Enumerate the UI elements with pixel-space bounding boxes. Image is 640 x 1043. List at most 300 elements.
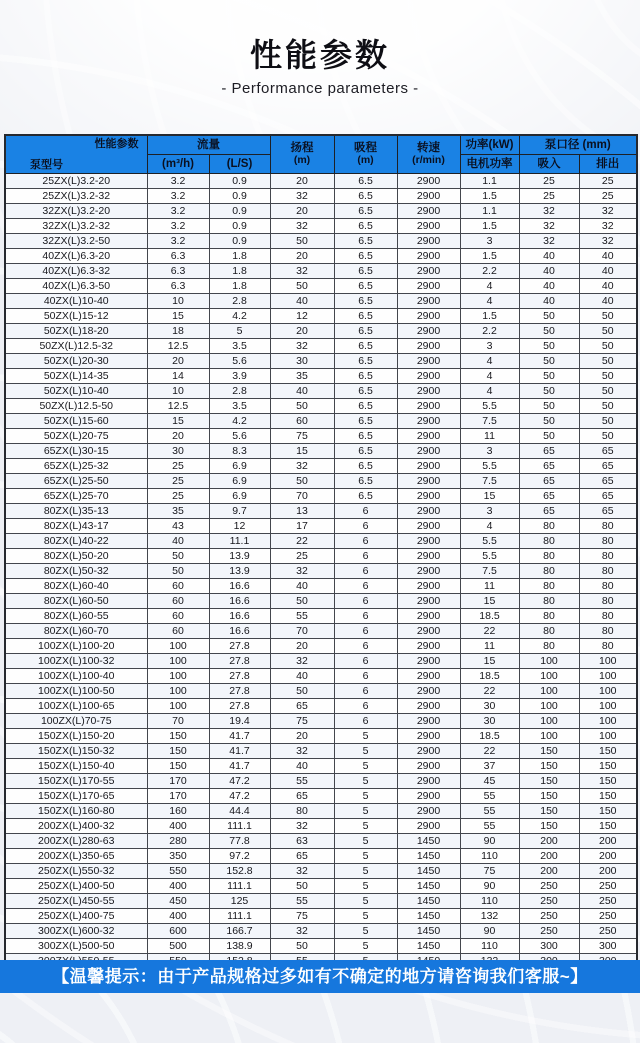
value-cell: 100 [147, 638, 209, 653]
value-cell: 6.5 [334, 218, 397, 233]
value-cell: 19.4 [209, 713, 270, 728]
value-cell: 12 [270, 308, 334, 323]
model-cell: 200ZX(L)400-32 [5, 818, 147, 833]
value-cell: 5.5 [460, 548, 519, 563]
value-cell: 200 [519, 848, 579, 863]
value-cell: 2900 [397, 653, 460, 668]
value-cell: 5 [334, 803, 397, 818]
model-cell: 300ZX(L)500-50 [5, 938, 147, 953]
value-cell: 32 [270, 743, 334, 758]
value-cell: 11 [460, 638, 519, 653]
table-row [5, 413, 637, 428]
model-cell: 100ZX(L)100-65 [5, 698, 147, 713]
value-cell: 150 [579, 788, 637, 803]
value-cell: 77.8 [209, 833, 270, 848]
value-cell: 6.5 [334, 308, 397, 323]
value-cell: 13.9 [209, 548, 270, 563]
value-cell: 65 [579, 473, 637, 488]
value-cell: 2900 [397, 293, 460, 308]
value-cell: 6.5 [334, 203, 397, 218]
value-cell: 50 [270, 278, 334, 293]
value-cell: 0.9 [209, 203, 270, 218]
value-cell: 2900 [397, 578, 460, 593]
value-cell: 2900 [397, 473, 460, 488]
value-cell: 1450 [397, 923, 460, 938]
table-row [5, 218, 637, 233]
value-cell: 2900 [397, 413, 460, 428]
value-cell: 20 [270, 728, 334, 743]
table-row [5, 848, 637, 863]
value-cell: 3.9 [209, 368, 270, 383]
value-cell: 2900 [397, 368, 460, 383]
value-cell: 40 [519, 263, 579, 278]
value-cell: 80 [519, 518, 579, 533]
value-cell: 40 [270, 383, 334, 398]
value-cell: 80 [579, 578, 637, 593]
value-cell: 6.3 [147, 263, 209, 278]
value-cell: 6.5 [334, 443, 397, 458]
value-cell: 500 [147, 938, 209, 953]
port-in-header: 吸入 [519, 154, 579, 173]
value-cell: 111.1 [209, 878, 270, 893]
value-cell: 3.2 [147, 233, 209, 248]
value-cell: 5 [334, 863, 397, 878]
value-cell: 5 [334, 923, 397, 938]
value-cell: 50 [519, 323, 579, 338]
value-cell: 200 [519, 833, 579, 848]
value-cell: 63 [270, 833, 334, 848]
value-cell: 35 [270, 368, 334, 383]
value-cell: 2900 [397, 338, 460, 353]
value-cell: 18.5 [460, 668, 519, 683]
value-cell: 5 [334, 758, 397, 773]
value-cell: 50 [519, 368, 579, 383]
value-cell: 5 [334, 878, 397, 893]
model-cell: 25ZX(L)3.2-32 [5, 188, 147, 203]
value-cell: 25 [579, 188, 637, 203]
value-cell: 25 [147, 488, 209, 503]
value-cell: 6.5 [334, 458, 397, 473]
value-cell: 450 [147, 893, 209, 908]
value-cell: 2900 [397, 398, 460, 413]
value-cell: 1450 [397, 938, 460, 953]
value-cell: 80 [579, 608, 637, 623]
value-cell: 70 [270, 623, 334, 638]
table-row [5, 278, 637, 293]
value-cell: 2900 [397, 623, 460, 638]
value-cell: 6.5 [334, 188, 397, 203]
value-cell: 250 [579, 878, 637, 893]
value-cell: 14 [147, 368, 209, 383]
value-cell: 13 [270, 503, 334, 518]
table-row [5, 248, 637, 263]
value-cell: 2.2 [460, 263, 519, 278]
value-cell: 40 [519, 278, 579, 293]
value-cell: 6 [334, 548, 397, 563]
value-cell: 1.8 [209, 248, 270, 263]
value-cell: 50 [147, 563, 209, 578]
value-cell: 150 [519, 773, 579, 788]
value-cell: 16.6 [209, 593, 270, 608]
value-cell: 2900 [397, 443, 460, 458]
value-cell: 45 [460, 773, 519, 788]
model-cell: 65ZX(L)25-50 [5, 473, 147, 488]
value-cell: 200 [579, 833, 637, 848]
value-cell: 6.5 [334, 233, 397, 248]
value-cell: 60 [147, 608, 209, 623]
model-cell: 300ZX(L)600-32 [5, 923, 147, 938]
head-column-header [270, 135, 334, 173]
table-row [5, 773, 637, 788]
value-cell: 20 [270, 323, 334, 338]
value-cell: 40 [579, 248, 637, 263]
value-cell: 166.7 [209, 923, 270, 938]
value-cell: 100 [579, 683, 637, 698]
table-row [5, 593, 637, 608]
value-cell: 6.9 [209, 488, 270, 503]
value-cell: 40 [519, 248, 579, 263]
value-cell: 100 [579, 728, 637, 743]
model-cell: 50ZX(L)10-40 [5, 383, 147, 398]
value-cell: 40 [270, 578, 334, 593]
port-out-header: 排出 [579, 154, 637, 173]
value-cell: 6.5 [334, 428, 397, 443]
value-cell: 55 [270, 893, 334, 908]
value-cell: 3.5 [209, 338, 270, 353]
value-cell: 2900 [397, 608, 460, 623]
value-cell: 16.6 [209, 578, 270, 593]
value-cell: 2.8 [209, 383, 270, 398]
value-cell: 100 [519, 713, 579, 728]
value-cell: 150 [519, 803, 579, 818]
value-cell: 1450 [397, 908, 460, 923]
value-cell: 280 [147, 833, 209, 848]
value-cell: 150 [579, 818, 637, 833]
value-cell: 6.5 [334, 248, 397, 263]
value-cell: 80 [519, 533, 579, 548]
model-cell: 32ZX(L)3.2-32 [5, 218, 147, 233]
value-cell: 170 [147, 773, 209, 788]
value-cell: 170 [147, 788, 209, 803]
value-cell: 65 [519, 473, 579, 488]
value-cell: 90 [460, 833, 519, 848]
value-cell: 12.5 [147, 398, 209, 413]
value-cell: 80 [519, 548, 579, 563]
value-cell: 150 [519, 758, 579, 773]
value-cell: 22 [460, 623, 519, 638]
model-cell: 150ZX(L)150-40 [5, 758, 147, 773]
value-cell: 250 [519, 908, 579, 923]
value-cell: 150 [147, 743, 209, 758]
value-cell: 152.8 [209, 863, 270, 878]
value-cell: 80 [519, 608, 579, 623]
flow-ls-header: (L/S) [209, 154, 270, 173]
table-row [5, 893, 637, 908]
value-cell: 6.5 [334, 473, 397, 488]
value-cell: 55 [460, 788, 519, 803]
value-cell: 6.5 [334, 398, 397, 413]
value-cell: 80 [579, 623, 637, 638]
value-cell: 6 [334, 563, 397, 578]
value-cell: 40 [147, 533, 209, 548]
value-cell: 13.9 [209, 563, 270, 578]
value-cell: 1.8 [209, 278, 270, 293]
model-cell: 200ZX(L)280-63 [5, 833, 147, 848]
value-cell: 6.3 [147, 248, 209, 263]
value-cell: 32 [519, 203, 579, 218]
value-cell: 22 [460, 683, 519, 698]
speed-label: 转速 [417, 142, 440, 155]
model-cell: 40ZX(L)6.3-50 [5, 278, 147, 293]
value-cell: 18.5 [460, 728, 519, 743]
value-cell: 30 [147, 443, 209, 458]
value-cell: 32 [270, 818, 334, 833]
value-cell: 32 [270, 338, 334, 353]
value-cell: 0.9 [209, 218, 270, 233]
value-cell: 11.1 [209, 533, 270, 548]
value-cell: 80 [579, 518, 637, 533]
value-cell: 15 [270, 443, 334, 458]
value-cell: 2900 [397, 728, 460, 743]
value-cell: 17 [270, 518, 334, 533]
value-cell: 32 [270, 563, 334, 578]
value-cell: 10 [147, 293, 209, 308]
value-cell: 110 [460, 938, 519, 953]
table-row [5, 398, 637, 413]
value-cell: 80 [519, 563, 579, 578]
value-cell: 4 [460, 368, 519, 383]
model-cell: 80ZX(L)40-22 [5, 533, 147, 548]
value-cell: 27.8 [209, 638, 270, 653]
value-cell: 80 [579, 638, 637, 653]
value-cell: 250 [579, 923, 637, 938]
spec-table-header [5, 135, 637, 173]
table-row [5, 428, 637, 443]
table-row [5, 188, 637, 203]
value-cell: 16.6 [209, 623, 270, 638]
value-cell: 5 [334, 833, 397, 848]
table-row [5, 878, 637, 893]
value-cell: 32 [270, 653, 334, 668]
value-cell: 6 [334, 533, 397, 548]
value-cell: 60 [147, 623, 209, 638]
value-cell: 138.9 [209, 938, 270, 953]
value-cell: 2900 [397, 668, 460, 683]
value-cell: 1450 [397, 878, 460, 893]
value-cell: 12.5 [147, 338, 209, 353]
value-cell: 250 [519, 923, 579, 938]
model-cell: 150ZX(L)160-80 [5, 803, 147, 818]
model-cell: 50ZX(L)20-75 [5, 428, 147, 443]
value-cell: 11 [460, 578, 519, 593]
value-cell: 20 [270, 173, 334, 188]
value-cell: 2900 [397, 533, 460, 548]
table-row [5, 698, 637, 713]
value-cell: 2.2 [460, 323, 519, 338]
value-cell: 3.5 [209, 398, 270, 413]
value-cell: 6.5 [334, 383, 397, 398]
model-cell: 80ZX(L)60-55 [5, 608, 147, 623]
value-cell: 400 [147, 908, 209, 923]
value-cell: 15 [460, 488, 519, 503]
table-row [5, 623, 637, 638]
table-row [5, 173, 637, 188]
value-cell: 20 [147, 353, 209, 368]
model-cell: 150ZX(L)150-32 [5, 743, 147, 758]
model-cell: 200ZX(L)350-65 [5, 848, 147, 863]
value-cell: 15 [460, 653, 519, 668]
value-cell: 160 [147, 803, 209, 818]
value-cell: 30 [460, 713, 519, 728]
model-cell: 80ZX(L)43-17 [5, 518, 147, 533]
value-cell: 20 [270, 248, 334, 263]
table-row [5, 728, 637, 743]
head-unit: (m) [293, 154, 311, 167]
value-cell: 150 [579, 803, 637, 818]
value-cell: 40 [579, 278, 637, 293]
value-cell: 300 [579, 938, 637, 953]
value-cell: 20 [270, 203, 334, 218]
value-cell: 12 [209, 518, 270, 533]
value-cell: 80 [519, 593, 579, 608]
value-cell: 32 [270, 458, 334, 473]
value-cell: 27.8 [209, 653, 270, 668]
value-cell: 6.3 [147, 278, 209, 293]
value-cell: 3.2 [147, 218, 209, 233]
value-cell: 25 [147, 458, 209, 473]
value-cell: 2900 [397, 758, 460, 773]
value-cell: 20 [147, 428, 209, 443]
value-cell: 1.5 [460, 188, 519, 203]
model-cell: 150ZX(L)170-65 [5, 788, 147, 803]
value-cell: 65 [270, 848, 334, 863]
value-cell: 65 [579, 443, 637, 458]
value-cell: 65 [270, 788, 334, 803]
value-cell: 50 [579, 413, 637, 428]
value-cell: 2900 [397, 743, 460, 758]
value-cell: 50 [579, 428, 637, 443]
value-cell: 1.5 [460, 218, 519, 233]
table-row [5, 263, 637, 278]
value-cell: 150 [579, 758, 637, 773]
value-cell: 90 [460, 923, 519, 938]
value-cell: 25 [147, 473, 209, 488]
table-row [5, 788, 637, 803]
table-row [5, 803, 637, 818]
value-cell: 25 [270, 548, 334, 563]
model-cell: 50ZX(L)20-30 [5, 353, 147, 368]
model-cell: 40ZX(L)6.3-32 [5, 263, 147, 278]
value-cell: 2900 [397, 713, 460, 728]
value-cell: 6 [334, 698, 397, 713]
value-cell: 6.5 [334, 368, 397, 383]
value-cell: 2900 [397, 773, 460, 788]
value-cell: 30 [460, 698, 519, 713]
value-cell: 2900 [397, 788, 460, 803]
value-cell: 5 [334, 773, 397, 788]
value-cell: 40 [270, 668, 334, 683]
table-row [5, 923, 637, 938]
value-cell: 132 [460, 908, 519, 923]
value-cell: 18.5 [460, 608, 519, 623]
model-cell: 250ZX(L)400-75 [5, 908, 147, 923]
value-cell: 41.7 [209, 743, 270, 758]
value-cell: 6 [334, 638, 397, 653]
value-cell: 2900 [397, 263, 460, 278]
value-cell: 6.5 [334, 413, 397, 428]
value-cell: 2900 [397, 218, 460, 233]
value-cell: 50 [519, 383, 579, 398]
value-cell: 55 [270, 608, 334, 623]
model-cell: 100ZX(L)100-32 [5, 653, 147, 668]
value-cell: 50 [519, 413, 579, 428]
table-row [5, 833, 637, 848]
value-cell: 250 [579, 908, 637, 923]
value-cell: 5 [334, 893, 397, 908]
value-cell: 5 [334, 788, 397, 803]
value-cell: 2900 [397, 503, 460, 518]
value-cell: 2900 [397, 308, 460, 323]
value-cell: 7.5 [460, 563, 519, 578]
value-cell: 100 [579, 653, 637, 668]
table-row [5, 383, 637, 398]
table-row [5, 683, 637, 698]
model-cell: 32ZX(L)3.2-50 [5, 233, 147, 248]
flow-group-header: 流量 [147, 135, 270, 154]
model-cell: 40ZX(L)10-40 [5, 293, 147, 308]
model-cell: 80ZX(L)60-40 [5, 578, 147, 593]
value-cell: 2900 [397, 488, 460, 503]
value-cell: 6 [334, 578, 397, 593]
value-cell: 30 [270, 353, 334, 368]
value-cell: 65 [579, 503, 637, 518]
model-cell: 50ZX(L)15-60 [5, 413, 147, 428]
value-cell: 600 [147, 923, 209, 938]
value-cell: 100 [519, 728, 579, 743]
value-cell: 0.9 [209, 188, 270, 203]
value-cell: 1.5 [460, 248, 519, 263]
spec-table [4, 134, 638, 970]
value-cell: 47.2 [209, 788, 270, 803]
value-cell: 1.1 [460, 173, 519, 188]
value-cell: 15 [460, 593, 519, 608]
speed-unit: (r/min) [412, 154, 445, 167]
model-cell: 25ZX(L)3.2-20 [5, 173, 147, 188]
model-cell: 80ZX(L)50-32 [5, 563, 147, 578]
value-cell: 5 [334, 728, 397, 743]
value-cell: 70 [270, 488, 334, 503]
value-cell: 32 [579, 233, 637, 248]
page-title: 性能参数 [249, 37, 390, 73]
value-cell: 40 [270, 758, 334, 773]
value-cell: 110 [460, 893, 519, 908]
value-cell: 6 [334, 668, 397, 683]
value-cell: 4 [460, 293, 519, 308]
value-cell: 5.5 [460, 398, 519, 413]
value-cell: 50 [270, 233, 334, 248]
value-cell: 100 [147, 668, 209, 683]
value-cell: 50 [519, 338, 579, 353]
value-cell: 6 [334, 518, 397, 533]
value-cell: 2900 [397, 638, 460, 653]
page-subtitle: - Performance parameters - [221, 80, 419, 97]
corner-top-label: 性能参数 [94, 138, 139, 150]
value-cell: 0.9 [209, 233, 270, 248]
value-cell: 100 [579, 698, 637, 713]
value-cell: 80 [579, 563, 637, 578]
table-row [5, 578, 637, 593]
value-cell: 5 [334, 818, 397, 833]
